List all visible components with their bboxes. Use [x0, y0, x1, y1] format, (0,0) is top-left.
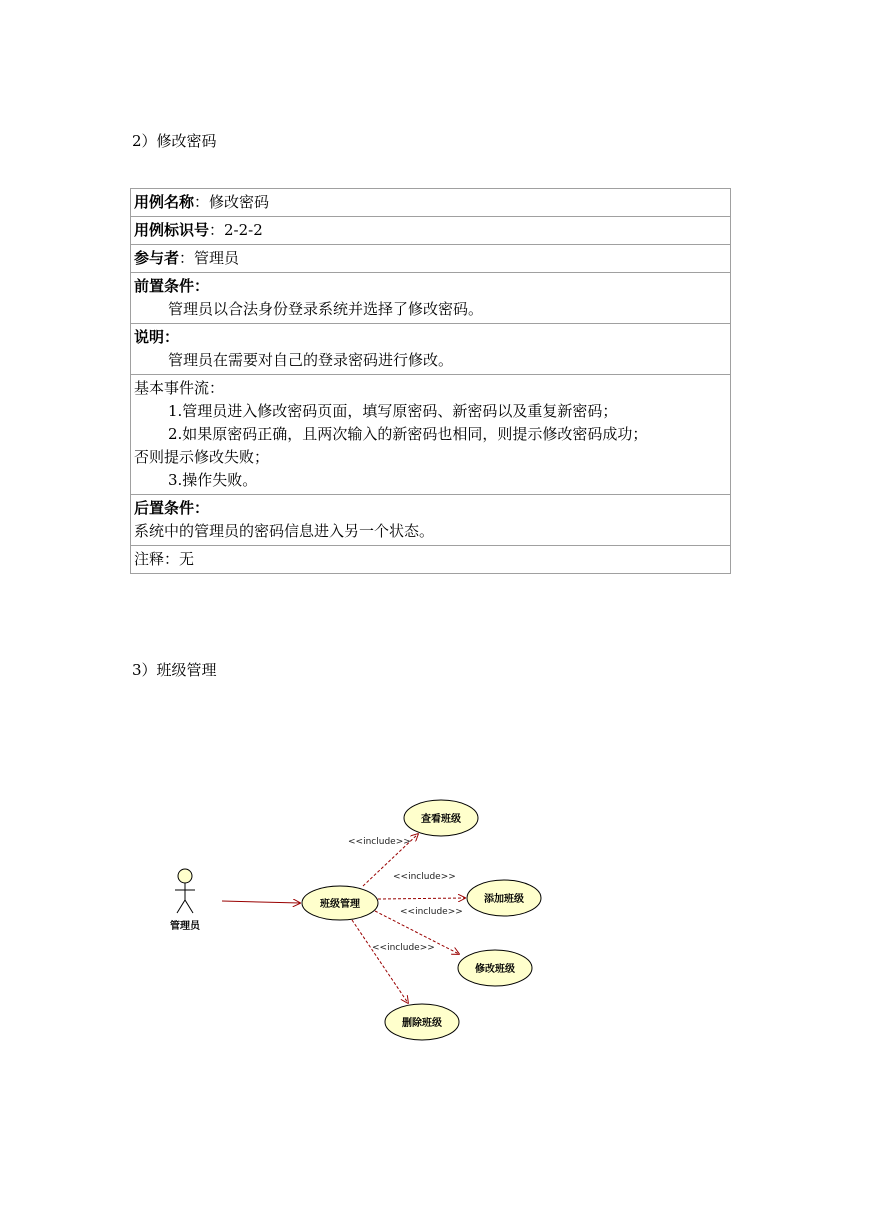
usecase-view-class-label: 查看班级 [421, 814, 461, 825]
usecase-name-label: 用例名称 [134, 193, 195, 211]
use-case-diagram [0, 760, 869, 1060]
row-postcondition [131, 495, 731, 546]
row-actor [131, 245, 731, 273]
usecase-add-class [467, 880, 541, 916]
section-heading-change-password: 2）修改密码 [132, 132, 217, 150]
section-heading-class-management: 3）班级管理 [132, 661, 217, 679]
postcondition-text: 系统中的管理员的密码信息进入另一个状态。 [134, 522, 435, 540]
postcondition-label: 后置条件： [134, 499, 210, 517]
usecase-delete-class-label: 删除班级 [402, 1018, 442, 1029]
include-arrow-add [378, 898, 465, 899]
precondition-label: 前置条件： [134, 277, 210, 295]
row-usecase-id [131, 217, 731, 245]
basic-flow-step: 1.管理员进入修改密码页面，填写原密码、新密码以及重复新密码； [168, 402, 618, 420]
include-label-modify: <<include>> [400, 907, 463, 917]
actor-stick-figure [175, 869, 195, 913]
association-line [222, 901, 300, 903]
usecase-class-management-label: 班级管理 [320, 899, 360, 910]
note-text: 注释：无 [134, 550, 195, 568]
usecase-id-label: 用例标识号 [134, 221, 210, 239]
actor-value: ：管理员 [179, 249, 240, 267]
row-note [131, 546, 731, 574]
row-precondition [131, 273, 731, 324]
usecase-add-class-label: 添加班级 [484, 894, 524, 905]
usecase-class-management [302, 886, 378, 920]
include-arrow-delete [352, 920, 408, 1003]
use-case-table [130, 188, 731, 574]
row-basic-flow [131, 375, 731, 495]
basic-flow-step: 3.操作失败。 [168, 471, 258, 489]
row-usecase-name [131, 189, 731, 217]
include-label-delete: <<include>> [372, 943, 435, 953]
usecase-modify-class-label: 修改班级 [475, 964, 515, 975]
basic-flow-step: 否则提示修改失败； [134, 448, 270, 466]
include-label-view: <<include>> [348, 837, 411, 847]
basic-flow-step: 2.如果原密码正确，且两次输入的新密码也相同，则提示修改密码成功； [168, 425, 648, 443]
description-label: 说明： [134, 328, 180, 346]
precondition-text: 管理员以合法身份登录系统并选择了修改密码。 [168, 300, 484, 318]
usecase-name-value: ：修改密码 [194, 193, 270, 211]
include-label-add: <<include>> [393, 872, 456, 882]
actor-label: 参与者 [134, 249, 180, 267]
usecase-id-value: ：2-2-2 [209, 221, 263, 239]
usecase-modify-class [458, 950, 532, 986]
actor-label: 管理员 [170, 921, 200, 932]
row-description [131, 324, 731, 375]
usecase-view-class [404, 800, 478, 836]
basic-flow-label: 基本事件流： [134, 379, 225, 397]
description-text: 管理员在需要对自己的登录密码进行修改。 [168, 351, 454, 369]
usecase-delete-class [385, 1004, 459, 1040]
